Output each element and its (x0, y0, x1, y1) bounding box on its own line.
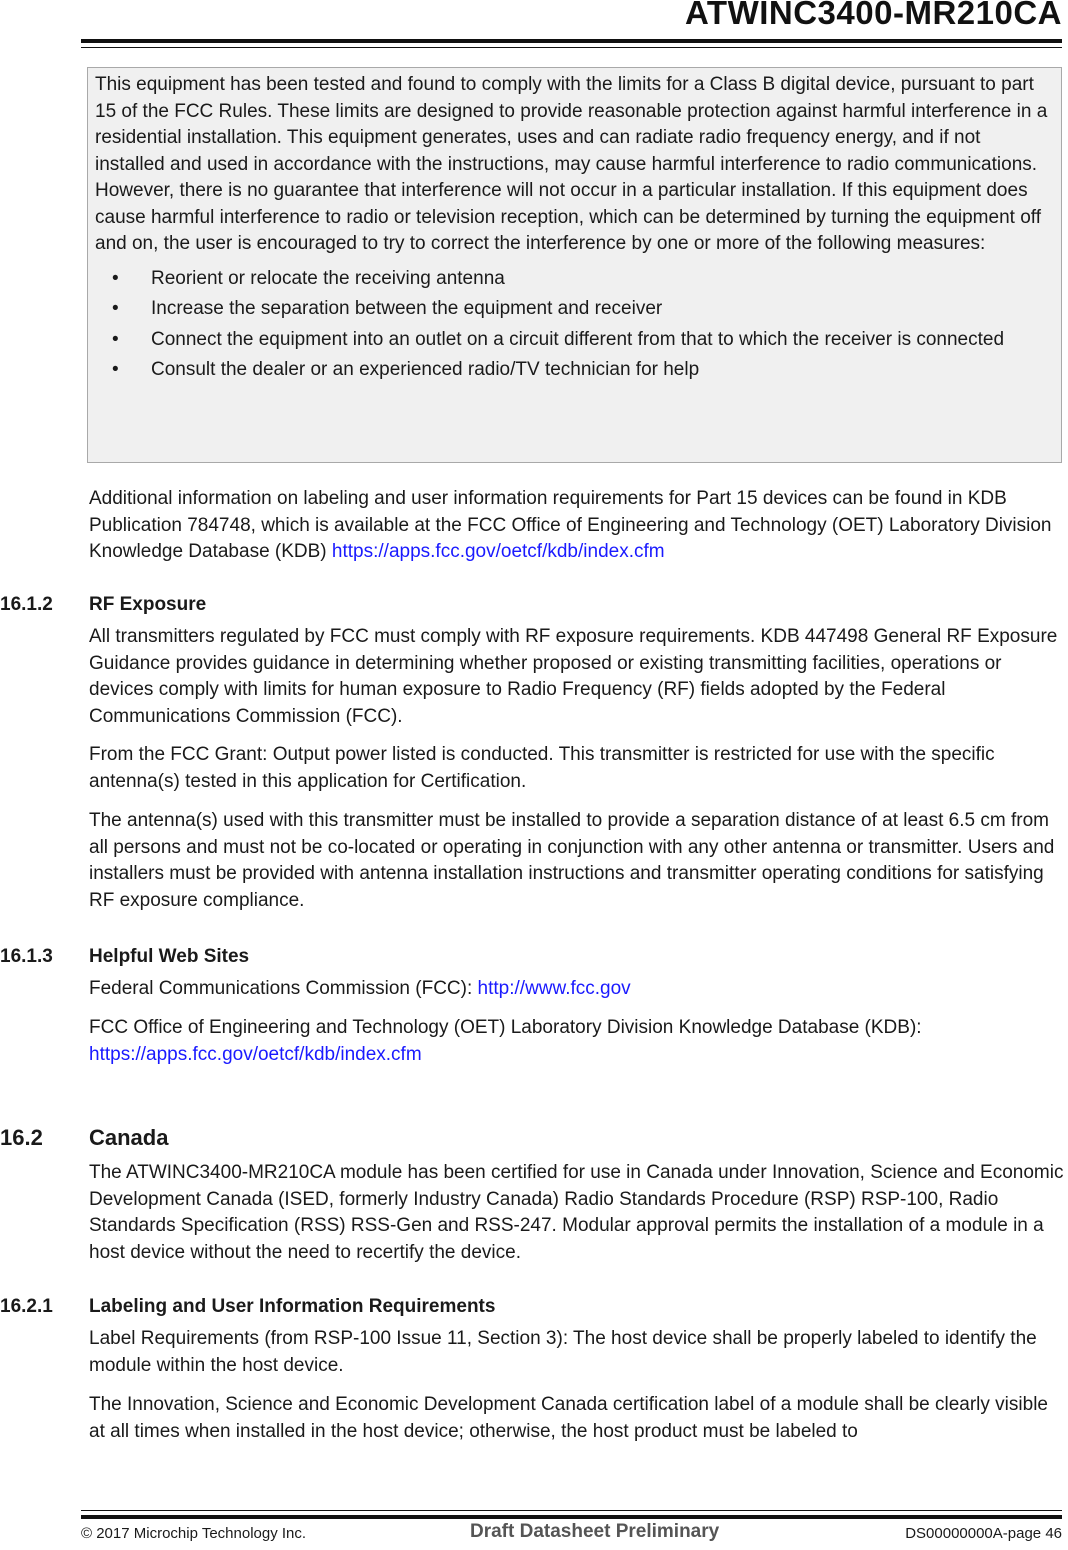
footer-rule-thick (81, 1515, 1062, 1519)
footer-copyright: © 2017 Microchip Technology Inc. (81, 1525, 307, 1542)
list-item (95, 266, 1055, 293)
header-rule-thin (81, 47, 1062, 48)
header-rule-thick (81, 39, 1062, 43)
fcc-site-label: Federal Communications Commission (FCC): (89, 978, 478, 999)
list-item-text: Reorient or relocate the receiving antenna (151, 267, 505, 289)
rf-exposure-paragraph-3: The antenna(s) used with this transmitter must be installed to provide a separation distance of at least 6.5 cm from all persons and must not be co-located or operating in conjunction with any other antenna or transmitter. Users and installers must be provided with antenna installation instructions and transmitter operating conditions for satisfying RF exposure compliance. (89, 810, 1055, 911)
section-number: 16.1.2 (0, 594, 53, 615)
section-title: Canada (89, 1125, 169, 1150)
kdb-link[interactable]: https://apps.fcc.gov/oetcf/kdb/index.cfm (331, 541, 665, 562)
fcc-measures-list (95, 266, 1055, 384)
section-number: 16.2 (0, 1125, 43, 1150)
section-title: RF Exposure (89, 594, 207, 615)
section-number: 16.2.1 (0, 1296, 53, 1317)
list-item-text: Consult the dealer or an experienced radio/TV technician for help (151, 359, 700, 380)
helpful-sites-paragraph-2 (89, 1015, 1064, 1068)
labeling-paragraph-1: Label Requirements (from RSP-100 Issue 11, Section 3): The host device shall be properly labeled to identify the module within the host device. (89, 1328, 1037, 1376)
fcc-notice-box (87, 67, 1062, 463)
footer-page-number: DS00000000A-page 46 (905, 1525, 1062, 1542)
list-item (95, 296, 1055, 323)
footer-status: Draft Datasheet Preliminary (470, 1521, 720, 1542)
list-item (95, 327, 1055, 354)
kdb-site-label: FCC Office of Engineering and Technology (OET) Laboratory Division Knowledge Database (KDB): (89, 1017, 922, 1038)
bullet-icon: • (112, 267, 119, 289)
canada-paragraph: The ATWINC3400-MR210CA module has been certified for use in Canada under Innovation, Science and Economic Development Canada (ISED, formerly Industry Canada) Radio Standards Procedure (RSP) RSP-100, Radio Standards Specification (RSS) RSS-Gen and RSS-247. Modular approval permits the installation of a module in a host device without the need to recertify the device. (89, 1162, 1064, 1263)
list-item (95, 357, 1055, 384)
additional-info-paragraph (89, 486, 1064, 566)
section-number: 16.1.3 (0, 946, 53, 967)
list-item-text: Connect the equipment into an outlet on a circuit different from that to which the receiver is connected (151, 328, 1005, 350)
rf-exposure-paragraph-2: From the FCC Grant: Output power listed is conducted. This transmitter is restricted for use with the specific antenna(s) tested in this application for Certification. (89, 744, 995, 792)
fcc-site-link[interactable]: http://www.fcc.gov (477, 978, 631, 999)
fcc-notice-paragraph: This equipment has been tested and found to comply with the limits for a Class B digital device, pursuant to part 15 of the FCC Rules. These limits are designed to provide reasonable protection against harmful interference in a residential installation. This equipment generates, uses and can radiate radio frequency energy, and if not installed and used in accordance with the instructions, may cause harmful interference to radio communications. However, there is no guarantee that interference will not occur in a particular installation. If this equipment does cause harmful interference to radio or television reception, which can be determined by turning the equipment off and on, the user is encouraged to try to correct the interference by one or more of the following measures: (95, 74, 1048, 254)
helpful-sites-paragraph-1 (89, 976, 1064, 1003)
labeling-paragraph-2: The Innovation, Science and Economic Development Canada certification label of a module shall be clearly visible at all times when installed in the host device; otherwise, the host product must be labeled to (89, 1394, 1048, 1442)
rf-exposure-paragraph-1: All transmitters regulated by FCC must comply with RF exposure requirements. KDB 447498 General RF Exposure Guidance provides guidance in determining whether proposed or existing transmitting facilities, operations or devices comply with limits for human exposure to Radio Frequency (RF) fields adopted by the Federal Communications Commission (FCC). (89, 626, 1058, 727)
section-title: Labeling and User Information Requirements (89, 1296, 496, 1317)
bullet-icon: • (112, 359, 119, 380)
list-item-text: Increase the separation between the equipment and receiver (151, 298, 663, 319)
additional-info-text: Additional information on labeling and user information requirements for Part 15 devices can be found in KDB Publication 784748, which is available at the FCC Office of Engineering and Technology (OET) Laboratory Division Knowledge Database (KDB) (89, 488, 1052, 562)
bullet-icon: • (112, 298, 119, 319)
kdb-site-link[interactable]: https://apps.fcc.gov/oetcf/kdb/index.cfm (89, 1043, 422, 1065)
section-title: Helpful Web Sites (89, 946, 250, 967)
document-title: ATWINC3400-MR210CA (685, 0, 1062, 31)
footer-rule-thin (81, 1510, 1062, 1511)
bullet-icon: • (112, 328, 119, 350)
